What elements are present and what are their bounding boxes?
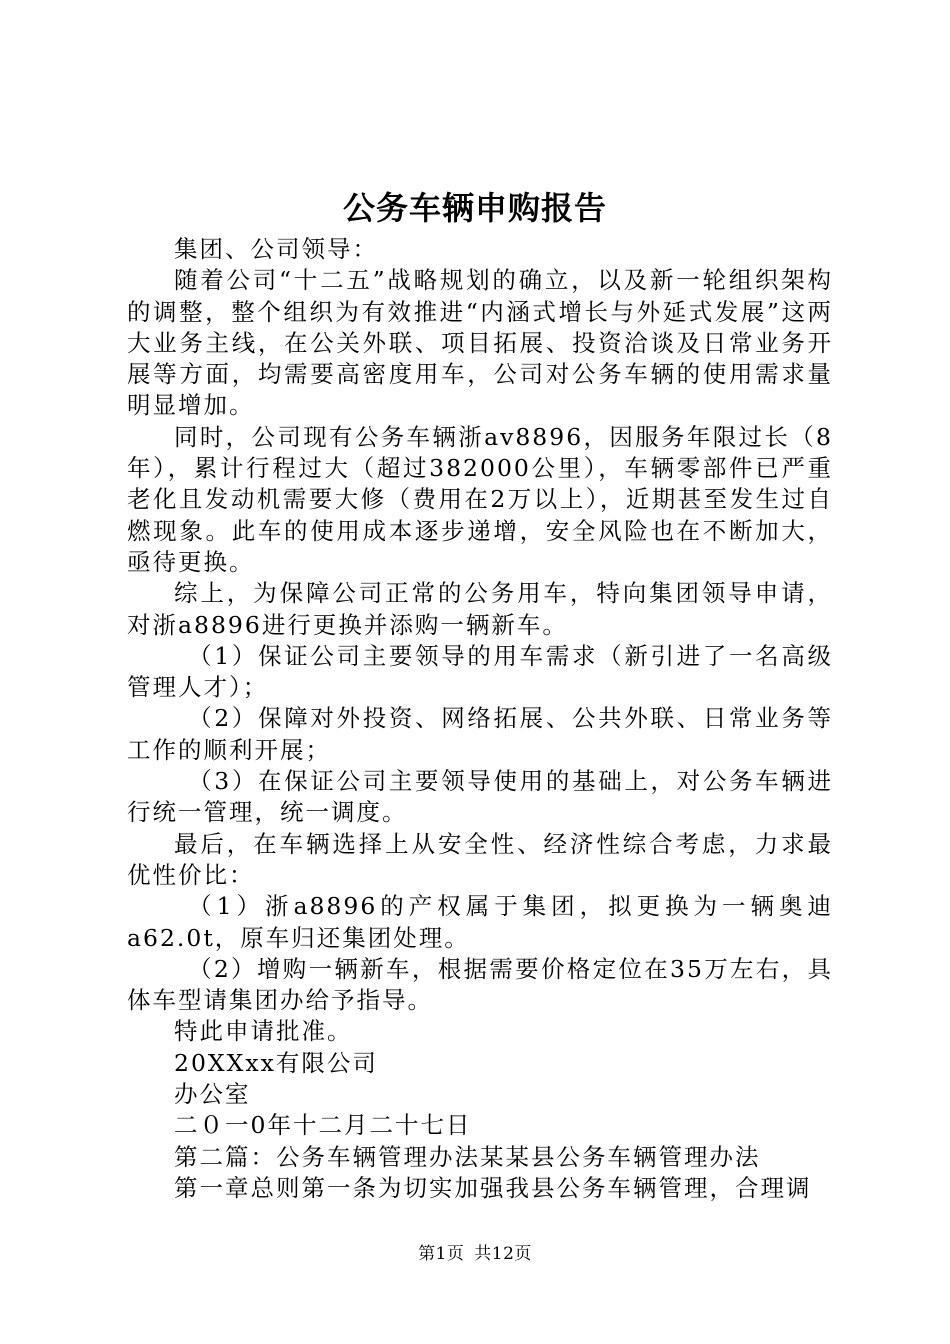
page-number-current: 第1页 [418, 1244, 465, 1264]
list-item-3: （3）在保证公司主要领导使用的基础上，对公务车辆进行统一管理，统一调度。 [127, 767, 833, 827]
salutation: 集团、公司领导： [174, 235, 378, 263]
document-title: 公务车辆申购报告 [342, 189, 607, 227]
paragraph-3: 综上，为保障公司正常的公务用车，特向集团领导申请，对浙a8896进行更换并添购一辆新车。 [127, 579, 833, 639]
page-number-total: 共12页 [474, 1244, 532, 1264]
next-section-heading: 第二篇：公务车辆管理办法某某县公务车辆管理办法 [174, 1142, 761, 1171]
option-item-1: （1）浙a8896的产权属于集团，拟更换为一辆奥迪a62.0t，原车归还集团处理。 [127, 892, 833, 952]
list-item-2: （2）保障对外投资、网络拓展、公共外联、日常业务等工作的顺利开展； [127, 704, 833, 764]
document-body [127, 234, 833, 1204]
next-section-text: 第一章总则第一条为切实加强我县公务车辆管理，合理调 [174, 1173, 812, 1202]
option-item-2: （2）增购一辆新车，根据需要价格定位在35万左右，具体车型请集团办给予指导。 [127, 954, 833, 1015]
paragraph-4: 最后，在车辆选择上从安全性、经济性综合考虑，力求最优性价比： [127, 829, 833, 889]
signature-company: 20XXxx有限公司 [174, 1048, 378, 1077]
list-item-1: （1）保证公司主要领导的用车需求（新引进了一名高级管理人才）； [127, 641, 833, 702]
signature-date: 二０一0年十二月二十七日 [174, 1111, 472, 1140]
page-footer [0, 1242, 950, 1266]
signature-department: 办公室 [174, 1080, 251, 1109]
closing-line: 特此申请批准。 [174, 1017, 353, 1046]
paragraph-1: 随着公司“十二五”战略规划的确立，以及新一轮组织架构的调整，整个组织为有效推进“内涵式增长与外延式发展”这两大业务主线，在公关外联、项目拓展、投资洽谈及日常业务开展等方面，均需要高密度用车，公司对公务车辆的使用需求量明显增加。 [127, 266, 833, 420]
paragraph-2: 同时，公司现有公务车辆浙av8896，因服务年限过长（8年），累计行程过大（超过382000公里），车辆零部件已严重老化且发动机需要大修（费用在2万以上），近期甚至发生过自燃现象。此车的使用成本逐步递增，安全风险也在不断加大，亟待更换。 [127, 422, 833, 576]
